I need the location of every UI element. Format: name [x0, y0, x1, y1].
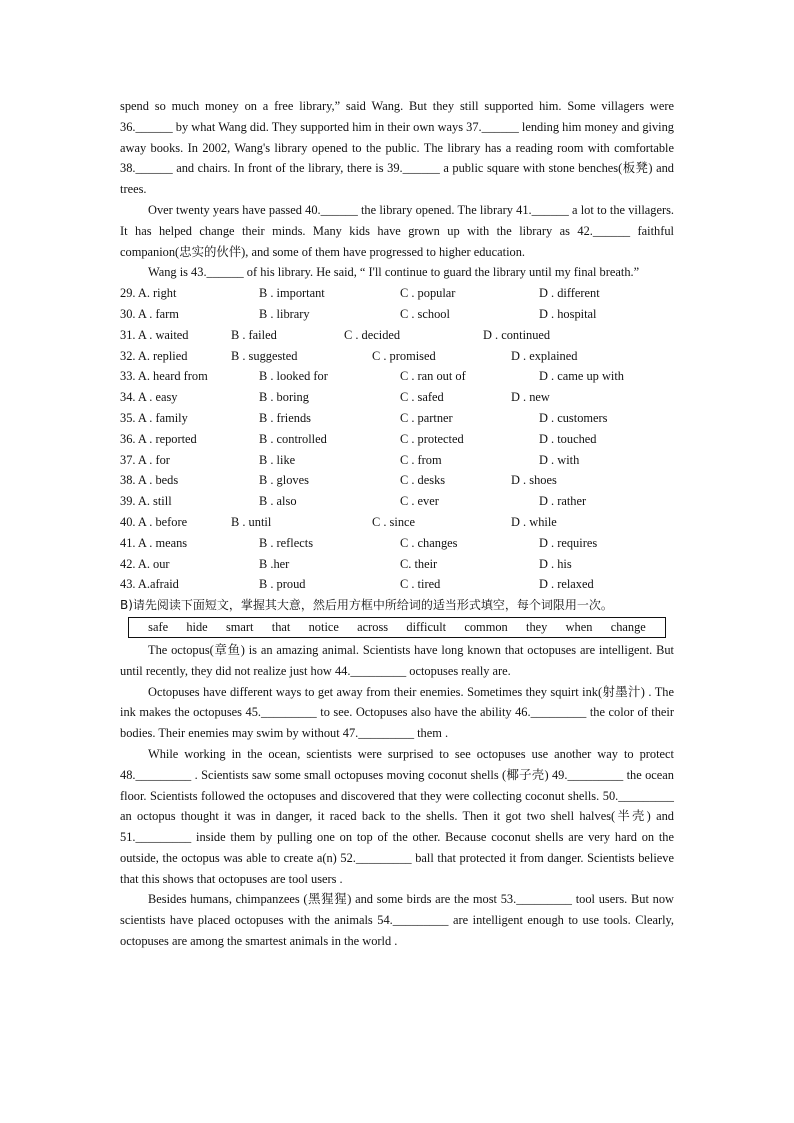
word-bank-item: notice	[308, 620, 339, 635]
option-b: B . boring	[259, 390, 309, 405]
option-c: C. their	[400, 556, 438, 571]
option-b: B . like	[259, 452, 296, 467]
passage-a-paragraph: Over twenty years have passed 40.______ the library opened. The library 41.______ a lot to the villagers. It has helped change their minds. Many kids have grown up with the library as 42.______ faithful companion(忠实的伙伴), and some of them have progressed to higher education.	[120, 202, 674, 259]
option-d: D . touched	[539, 431, 597, 446]
question-row	[120, 554, 674, 575]
option-d: D . different	[539, 286, 600, 301]
question-row	[120, 429, 674, 450]
option-c: C . safed	[400, 390, 444, 405]
question-row	[120, 450, 674, 471]
option-d: D . continued	[483, 327, 551, 342]
option-a: 34. A . easy	[120, 390, 178, 405]
word-bank-item: when	[565, 620, 593, 635]
word-bank-item: common	[464, 620, 508, 635]
option-b: B . reflects	[259, 535, 314, 550]
option-d: D . came up with	[539, 369, 624, 384]
option-a: 35. A . family	[120, 410, 188, 425]
option-a: 38. A . beds	[120, 473, 179, 488]
option-b: B . controlled	[259, 431, 327, 446]
option-d: D . explained	[511, 348, 578, 363]
option-c: C . since	[372, 514, 416, 529]
question-row	[120, 366, 674, 387]
option-d: D . shoes	[511, 473, 557, 488]
passage-b-paragraph: Besides humans, chimpanzees (黑猩猩) and some birds are the most 53._________ tool users. But now scientists have placed octopuses with the animals 54._________ are intelligent enough to use tools. Clearly, octopuses are among the smartest animals in the world .	[120, 892, 674, 949]
option-a: 36. A . reported	[120, 431, 197, 446]
question-row	[120, 491, 674, 512]
question-row	[120, 387, 674, 408]
option-d: D . his	[539, 556, 572, 571]
question-row	[120, 283, 674, 304]
option-c: C . ever	[400, 494, 439, 509]
option-a: 42. A. our	[120, 556, 170, 571]
option-b: B . gloves	[259, 473, 309, 488]
option-c: C . promised	[372, 348, 436, 363]
word-bank-item: that	[271, 620, 291, 635]
question-row	[120, 470, 674, 491]
question-row	[120, 346, 674, 367]
option-a: 32. A. replied	[120, 348, 188, 363]
option-b: B . suggested	[231, 348, 298, 363]
word-bank-item: across	[357, 620, 389, 635]
option-a: 41. A . means	[120, 535, 188, 550]
option-b: B . looked for	[259, 369, 328, 384]
option-b: B .her	[259, 556, 290, 571]
option-a: 30. A . farm	[120, 306, 179, 321]
option-b: B . library	[259, 306, 310, 321]
option-d: D . rather	[539, 494, 587, 509]
option-d: D . with	[539, 452, 580, 467]
option-a: 43. A.afraid	[120, 577, 179, 592]
option-a: 33. A. heard from	[120, 369, 208, 384]
option-a: 31. A . waited	[120, 327, 189, 342]
option-c: C . from	[400, 452, 442, 467]
question-row	[120, 408, 674, 429]
word-bank-item: change	[610, 620, 646, 635]
worksheet-page	[120, 96, 674, 952]
question-row	[120, 304, 674, 325]
passage-a-paragraph: spend so much money on a free library,” said Wang. But they still supported him. Some villagers were 36.______ by what Wang did. They supported him in their own ways 37.______ lending him money and giving away books. In 2002, Wang's library opened to the public. The library has a reading room with comfortable 38.______ and chairs. In front of the library, there is 39.______ a public square with stone benches(板凳) and trees.	[120, 99, 675, 197]
option-a: 40. A . before	[120, 514, 188, 529]
option-b: B . friends	[259, 410, 311, 425]
word-bank-item: they	[526, 620, 548, 635]
option-d: D . requires	[539, 535, 598, 550]
word-bank-box	[128, 617, 666, 638]
option-d: D . while	[511, 514, 557, 529]
passage-a-paragraph: Wang is 43.______ of his library. He said, “ I'll continue to guard the library until my final breath.”	[148, 265, 640, 280]
option-a: 39. A. still	[120, 494, 172, 509]
option-c: C . changes	[400, 535, 458, 550]
passage-b-paragraph: Octopuses have different ways to get away from their enemies. Sometimes they squirt ink(射墨汁) . The ink makes the octopuses 45._________ to see. Octopuses also have the ability 46._________ the color of their bodies. Their enemies may swim by without 47._________ them .	[120, 684, 674, 741]
option-c: C . popular	[400, 286, 456, 301]
option-d: D . new	[511, 390, 550, 405]
passage-b-paragraph: While working in the ocean, scientists were surprised to see octopuses use another way to protect 48._________ . Scientists saw some small octopuses moving coconut shells (椰子壳) 49._________ the ocean floor. Scientists followed the octopuses and discovered that they were collecting coconut shells. 50._________ an octopus thought it was in danger, it raced back to the shells. Then it got two shell halves(半壳) and 51._________ inside them by pulling one on top of the other. Because coconut shells are very hard on the outside, the octopus was able to create a(n) 52._________ ball that protected it from danger. Scientists believe that this shows that octopuses are tool users .	[120, 746, 674, 886]
option-b: B . failed	[231, 327, 277, 342]
section-b-instruction: B)请先阅读下面短文，掌握其大意，然后用方框中所给词的适当形式填空，每个词限用一次。	[120, 598, 613, 613]
option-c: C . partner	[400, 410, 453, 425]
option-c: C . school	[400, 306, 450, 321]
option-b: B . also	[259, 494, 297, 509]
option-b: B . important	[259, 286, 325, 301]
option-c: C . ran out of	[400, 369, 466, 384]
word-bank-item: smart	[225, 620, 254, 635]
option-d: D . hospital	[539, 306, 597, 321]
option-d: D . customers	[539, 410, 608, 425]
option-c: C . tired	[400, 577, 441, 592]
question-row	[120, 574, 674, 595]
option-b: B . until	[231, 514, 272, 529]
option-c: C . desks	[400, 473, 446, 488]
option-a: 37. A . for	[120, 452, 170, 467]
option-c: C . decided	[344, 327, 401, 342]
passage-b-paragraph: The octopus(章鱼) is an amazing animal. Scientists have long known that octopuses are intelligent. But until recently, they did not realize just how 44._________ octopuses really are.	[120, 642, 674, 678]
option-a: 29. A. right	[120, 286, 177, 301]
option-b: B . proud	[259, 577, 306, 592]
word-bank-item: difficult	[406, 620, 447, 635]
question-row	[120, 512, 674, 533]
word-bank-item: safe	[148, 620, 169, 635]
option-c: C . protected	[400, 431, 464, 446]
word-bank-item: hide	[186, 620, 208, 635]
option-d: D . relaxed	[539, 577, 594, 592]
question-row	[120, 325, 674, 346]
question-list	[120, 283, 674, 595]
question-row	[120, 533, 674, 554]
